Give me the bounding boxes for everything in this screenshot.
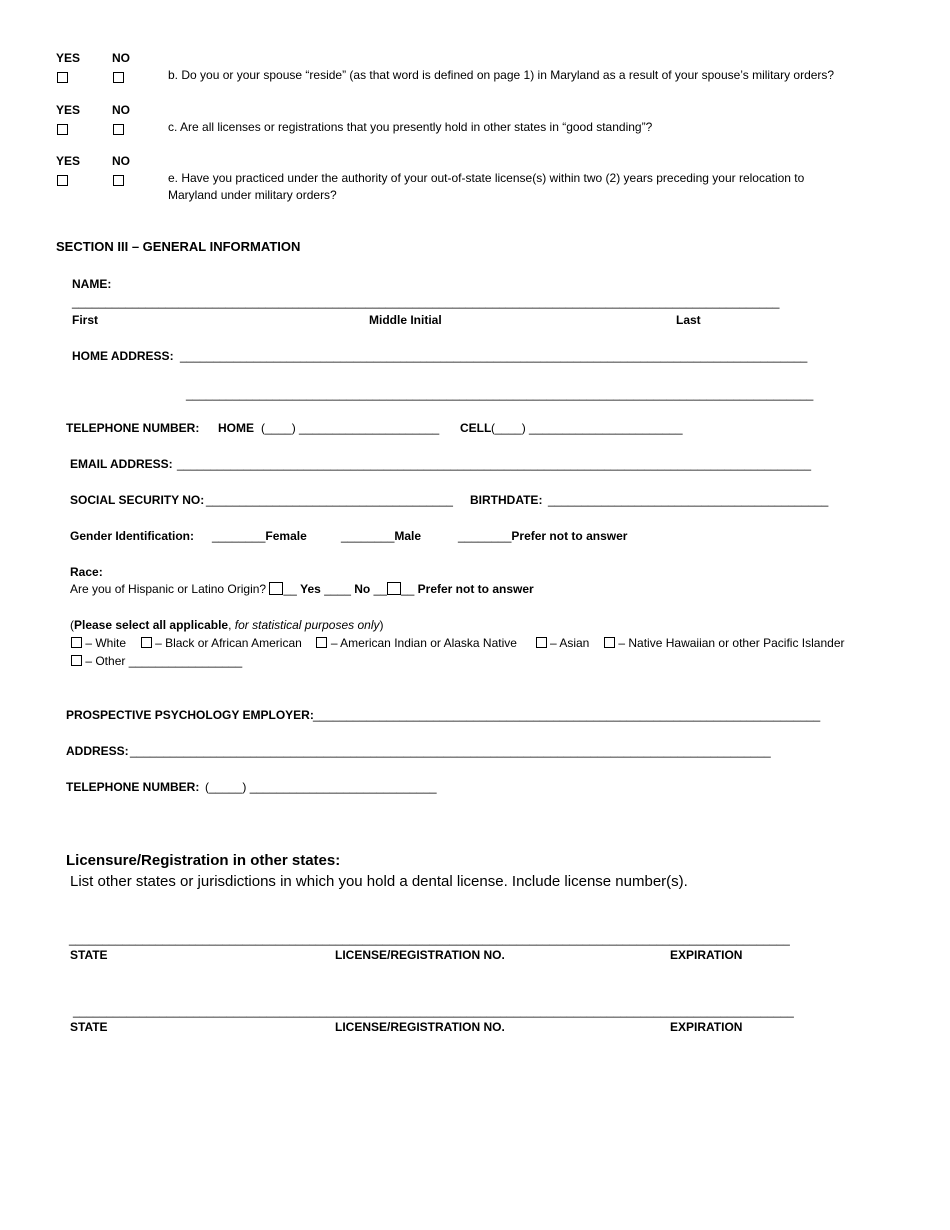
race-option-other[interactable] xyxy=(71,654,242,668)
no-checkbox[interactable] xyxy=(113,121,124,139)
birthdate-label: BIRTHDATE: xyxy=(470,493,543,507)
employer-address-field[interactable]: ________________________________________________________________________________________________ xyxy=(130,744,771,758)
race-option-label: – American Indian or Alaska Native xyxy=(330,636,517,650)
hispanic-no-field[interactable]: ____ xyxy=(324,582,351,596)
license-no-caption: LICENSE/REGISTRATION NO. xyxy=(335,1020,505,1034)
hispanic-question: Are you of Hispanic or Latino Origin? xyxy=(70,582,267,596)
home-phone-field[interactable]: (____) _____________________ xyxy=(261,421,440,435)
yes-label: YES xyxy=(56,103,81,117)
employer-phone-field[interactable]: (_____) ____________________________ xyxy=(205,780,437,794)
licensure-instruction: List other states or jurisdictions in which you hold a dental license. Include license number(s). xyxy=(70,873,688,890)
home-address-field-2[interactable]: ______________________________________________________________________________________________ xyxy=(186,387,814,401)
birthdate-field[interactable]: __________________________________________ xyxy=(548,493,829,507)
race-option-american-indian[interactable] xyxy=(316,636,516,650)
gender-prefer-label: Prefer not to answer xyxy=(511,529,628,543)
race-option-black[interactable] xyxy=(141,636,302,650)
instruction-bold: Please select all applicable xyxy=(74,618,229,632)
gender-female-label: Female xyxy=(265,529,307,543)
licensure-title: Licensure/Registration in other states: xyxy=(66,852,341,869)
question-text: b. Do you or your spouse “reside” (as that word is defined on page 1) in Maryland as a result of your spouse’s military orders? xyxy=(168,68,835,82)
employer-label: PROSPECTIVE PSYCHOLOGY EMPLOYER: xyxy=(66,708,314,722)
hispanic-row: Are you of Hispanic or Latino Origin? __ Yes ____ No __ __ Prefer not to answer xyxy=(70,582,534,596)
employer-field[interactable]: ____________________________________________________________________________ xyxy=(313,708,821,722)
cell-phone-label: CELL xyxy=(460,421,492,435)
ssn-label: SOCIAL SECURITY NO: xyxy=(70,493,205,507)
yes-checkbox[interactable] xyxy=(57,172,68,190)
name-field[interactable]: __________________________________________________________________________________________________________ xyxy=(72,295,780,309)
gender-female-field[interactable] xyxy=(212,529,307,543)
instruction-italic: for statistical purposes only xyxy=(234,618,380,632)
section-title: SECTION III – GENERAL INFORMATION xyxy=(56,239,301,254)
blank: ________ xyxy=(212,529,266,543)
race-option-pacific-islander[interactable] xyxy=(604,636,844,650)
no-label: NO xyxy=(112,51,130,65)
no-checkbox[interactable] xyxy=(113,69,124,87)
gender-male-field[interactable] xyxy=(341,529,421,543)
hispanic-no-label: No xyxy=(354,582,371,596)
no-label: NO xyxy=(112,103,130,117)
license-entry-line[interactable]: ____________________________________________________________________________________________________________ xyxy=(69,932,790,946)
race-option-asian[interactable] xyxy=(536,636,590,650)
expiration-caption: EXPIRATION xyxy=(670,948,743,962)
blank: ________ xyxy=(458,529,512,543)
race-option-label: – Black or African American xyxy=(155,636,302,650)
name-middle-caption: Middle Initial xyxy=(369,313,442,327)
race-option-label: – Asian xyxy=(549,636,590,650)
race-option-label: – Native Hawaiian or other Pacific Islander xyxy=(618,636,845,650)
blank: __ xyxy=(400,582,415,596)
hispanic-prefer-label: Prefer not to answer xyxy=(417,582,534,596)
telephone-label: TELEPHONE NUMBER: xyxy=(66,421,200,435)
hispanic-yes-checkbox[interactable] xyxy=(269,582,283,596)
cell-phone-field[interactable]: (____) _______________________ xyxy=(491,421,683,435)
race-instruction: (Please select all applicable, for statistical purposes only) xyxy=(70,618,384,632)
ssn-field[interactable]: _____________________________________ xyxy=(206,493,453,507)
email-field[interactable]: _______________________________________________________________________________________________ xyxy=(177,457,812,471)
name-last-caption: Last xyxy=(676,313,701,327)
employer-phone-label: TELEPHONE NUMBER: xyxy=(66,780,200,794)
home-phone-label: HOME xyxy=(218,421,254,435)
blank: __ xyxy=(283,582,297,596)
gender-prefer-field[interactable] xyxy=(458,529,627,543)
license-no-caption: LICENSE/REGISTRATION NO. xyxy=(335,948,505,962)
home-address-label: HOME ADDRESS: xyxy=(72,349,174,363)
question-text-line1: e. Have you practiced under the authority of your out-of-state license(s) within two (2) years preceding your relocation to xyxy=(168,171,805,185)
race-option-label: – Other _________________ xyxy=(85,654,243,668)
state-caption: STATE xyxy=(70,948,108,962)
yes-checkbox[interactable] xyxy=(57,69,68,87)
blank: ________ xyxy=(341,529,395,543)
email-label: EMAIL ADDRESS: xyxy=(70,457,173,471)
home-address-field-1[interactable]: ______________________________________________________________________________________________ xyxy=(180,349,808,363)
expiration-caption: EXPIRATION xyxy=(670,1020,743,1034)
race-options-row-2 xyxy=(71,654,242,668)
gender-male-label: Male xyxy=(394,529,422,543)
no-checkbox[interactable] xyxy=(113,172,124,190)
gender-label: Gender Identification: xyxy=(70,529,195,543)
no-label: NO xyxy=(112,154,130,168)
race-options-row-1 xyxy=(71,636,844,650)
question-text: c. Are all licenses or registrations that you presently hold in other states in “good standing”? xyxy=(168,120,653,134)
hispanic-prefer-checkbox[interactable] xyxy=(387,582,401,596)
hispanic-yes-label: Yes xyxy=(300,582,321,596)
race-option-white[interactable] xyxy=(71,636,126,650)
name-first-caption: First xyxy=(72,313,99,327)
name-label: NAME: xyxy=(72,277,112,291)
employer-address-label: ADDRESS: xyxy=(66,744,129,758)
license-entry-line[interactable]: ____________________________________________________________________________________________________________ xyxy=(73,1004,794,1018)
question-text-line2: Maryland under military orders? xyxy=(168,188,337,202)
race-label: Race: xyxy=(70,565,103,579)
yes-checkbox[interactable] xyxy=(57,121,68,139)
race-option-label: – White xyxy=(85,636,127,650)
yes-label: YES xyxy=(56,51,81,65)
state-caption: STATE xyxy=(70,1020,108,1034)
yes-label: YES xyxy=(56,154,81,168)
